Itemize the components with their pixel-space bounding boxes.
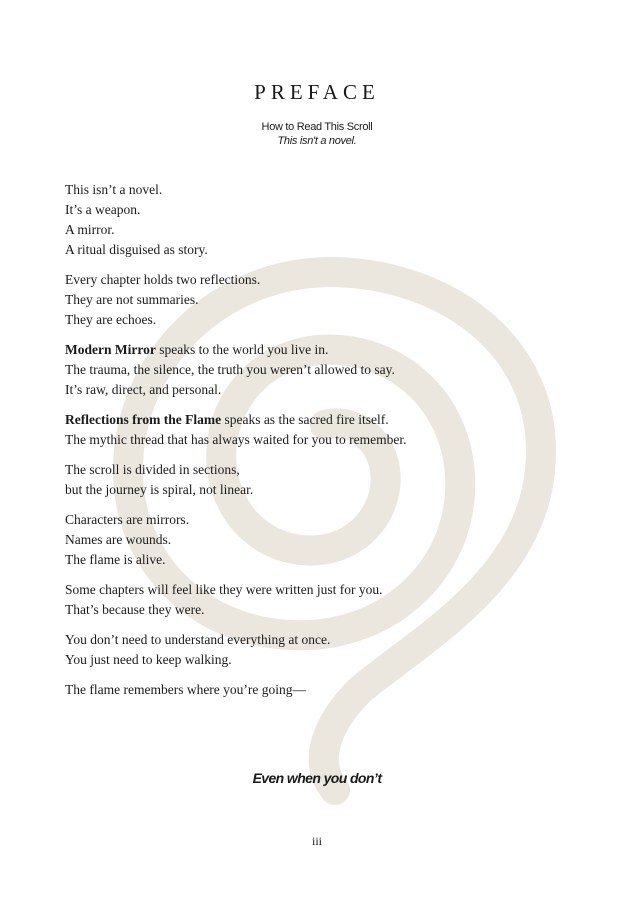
body-text [65, 180, 565, 710]
text-line: You just need to keep walking. [65, 652, 232, 667]
line-rest: speaks to the world you live in. [155, 342, 329, 357]
paragraph-2 [65, 270, 565, 330]
subtitle-block [0, 120, 634, 148]
text-line: They are not summaries. [65, 292, 199, 307]
text-line: Every chapter holds two reflections. [65, 272, 261, 287]
page-number: iii [311, 834, 322, 848]
text-line: A ritual disguised as story. [65, 242, 208, 257]
paragraph-5 [65, 460, 565, 500]
text-line: That’s because they were. [65, 602, 205, 617]
text-line [65, 340, 565, 360]
bold-term: Modern Mirror [65, 342, 156, 357]
subtitle-italic-line: This isn't a novel. [277, 135, 357, 147]
text-line [65, 410, 565, 430]
paragraph-6 [65, 510, 565, 570]
text-line: The trauma, the silence, the truth you weren’t allowed to say. [65, 362, 395, 377]
text-line: Names are wounds. [65, 532, 172, 547]
paragraph-7 [65, 580, 565, 620]
paragraph-9 [65, 680, 565, 700]
line-rest: speaks as the sacred fire itself. [221, 412, 389, 427]
text-line: Characters are mirrors. [65, 512, 190, 527]
paragraph-4 [65, 410, 565, 450]
text-line: A mirror. [65, 222, 115, 237]
bold-term: Reflections from the Flame [65, 412, 222, 427]
closing-line: Even when you don’t [252, 770, 382, 786]
text-line: It’s raw, direct, and personal. [65, 382, 222, 397]
text-line: You don’t need to understand everything at once. [65, 632, 331, 647]
text-line: It’s a weapon. [65, 202, 141, 217]
paragraph-8 [65, 630, 565, 670]
text-line: but the journey is spiral, not linear. [65, 482, 254, 497]
text-line: This isn’t a novel. [65, 182, 163, 197]
text-line: The flame is alive. [65, 552, 166, 567]
text-line: Some chapters will feel like they were written just for you. [65, 582, 383, 597]
page-title: PREFACE [254, 80, 380, 104]
text-line: The scroll is divided in sections, [65, 462, 240, 477]
text-line: The flame remembers where you’re going— [65, 682, 307, 697]
paragraph-3 [65, 340, 565, 400]
text-line: They are echoes. [65, 312, 157, 327]
text-line: The mythic thread that has always waited for you to remember. [65, 432, 407, 447]
paragraph-1 [65, 180, 565, 260]
subtitle-line: How to Read This Scroll [261, 121, 373, 133]
